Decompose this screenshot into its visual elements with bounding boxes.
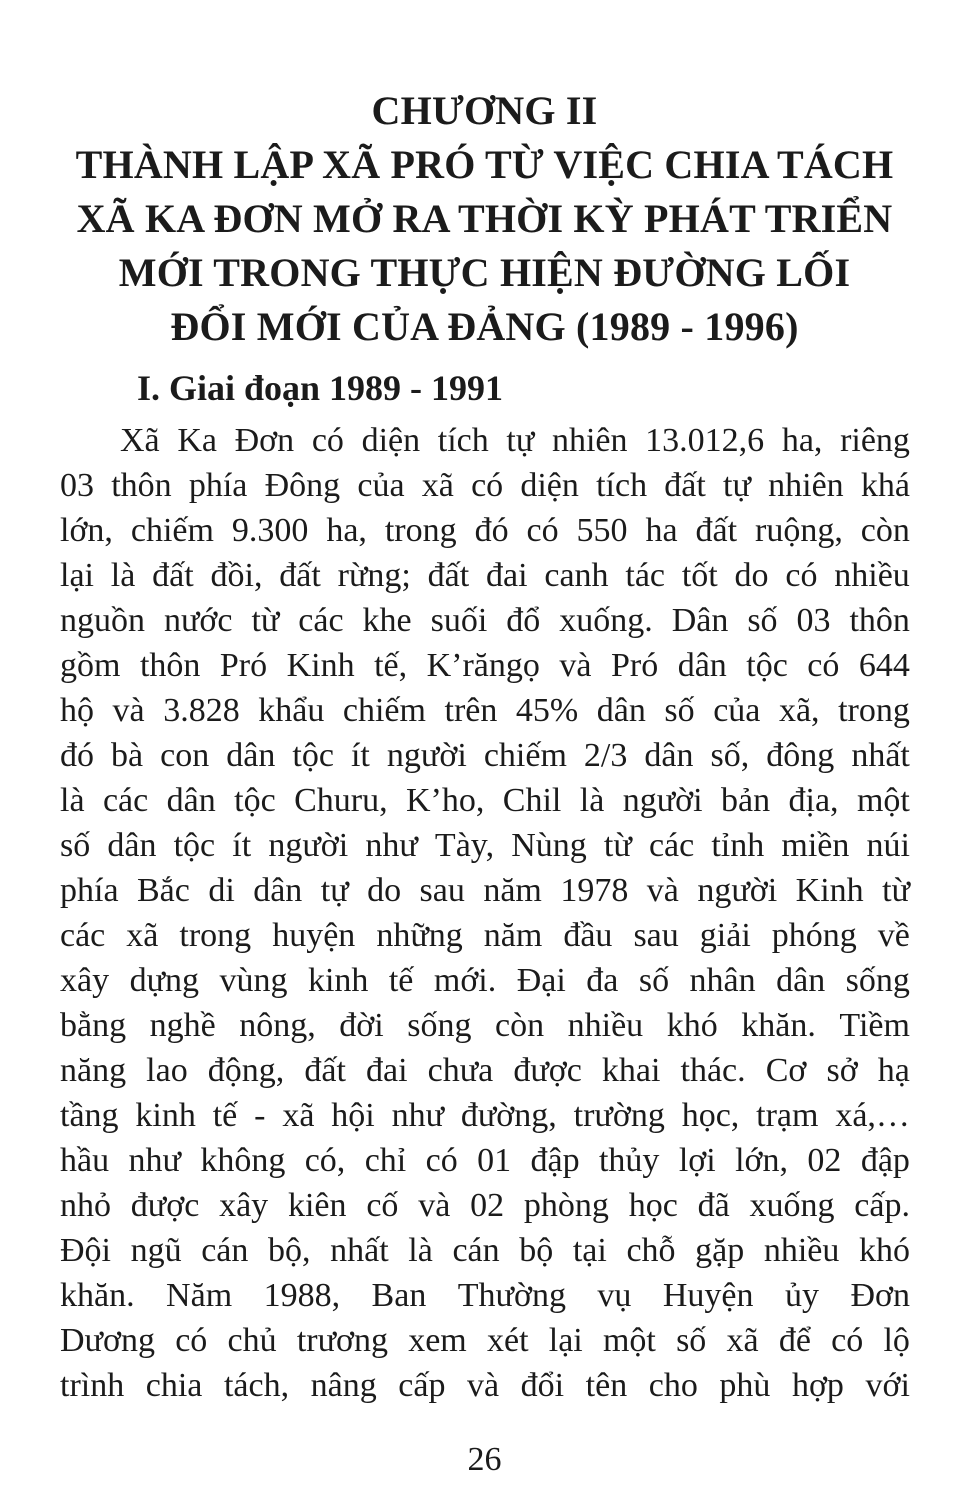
- body-word: tích: [437, 422, 489, 459]
- body-word: trương: [296, 1322, 388, 1359]
- body-word: Đơn: [850, 1277, 910, 1314]
- body-word: thôn: [849, 602, 910, 639]
- body-word: khăn.: [60, 1277, 135, 1314]
- body-word: K’răngọ: [426, 647, 540, 684]
- body-word: tộc: [746, 647, 788, 684]
- body-word: chiếm: [483, 737, 567, 774]
- body-word: 01: [477, 1142, 512, 1179]
- body-word: và: [559, 647, 592, 684]
- body-word: từ: [882, 872, 910, 909]
- body-word: gồm: [60, 647, 121, 684]
- body-word: nhiên: [768, 467, 844, 504]
- body-line: [60, 823, 910, 868]
- body-word: Xã: [120, 422, 160, 459]
- body-line: [60, 1093, 910, 1138]
- body-word: những: [376, 917, 463, 954]
- body-line: [60, 598, 910, 643]
- body-word: 644: [858, 647, 910, 684]
- body-word: người: [622, 782, 703, 819]
- body-word: đất: [664, 467, 706, 504]
- body-word: Huyện: [662, 1277, 754, 1314]
- body-word: bộ,: [268, 1232, 311, 1269]
- chapter-title-line: MỚI TRONG THỰC HIỆN ĐƯỜNG LỐI: [118, 250, 851, 295]
- body-word: rừng;: [337, 557, 411, 594]
- body-word: mới.: [433, 962, 497, 999]
- body-word: 45%: [515, 692, 579, 729]
- body-word: Năm: [166, 1277, 233, 1314]
- body-word: nghề: [149, 1007, 216, 1044]
- body-word: tự: [320, 872, 349, 909]
- body-word: số: [60, 827, 91, 864]
- body-word: khẩu: [258, 692, 325, 729]
- body-word: nhỏ: [60, 1187, 111, 1224]
- body-word: có: [807, 647, 840, 684]
- body-word: cố: [366, 1187, 399, 1224]
- body-word: địa,: [788, 782, 839, 819]
- body-word: xã: [726, 1322, 759, 1359]
- body-word: nhiên: [551, 422, 628, 459]
- body-line: [60, 1318, 910, 1363]
- body-word: chỉ: [364, 1142, 407, 1179]
- body-word: nhiều: [834, 557, 910, 594]
- body-word: 3.828: [163, 692, 240, 729]
- body-word: là: [110, 557, 136, 594]
- body-word: vụ: [597, 1277, 632, 1314]
- body-word: trong: [838, 692, 910, 729]
- body-word: và: [646, 872, 679, 909]
- body-word: tác: [625, 557, 666, 594]
- body-word: số: [747, 602, 778, 639]
- body-line: [60, 1183, 910, 1228]
- body-word: xây: [60, 962, 110, 999]
- body-word: chưa: [427, 1052, 494, 1089]
- body-word: nhiều: [763, 1232, 840, 1269]
- body-word: huyện: [272, 917, 356, 954]
- body-word: người: [697, 872, 778, 909]
- body-word: đập: [530, 1142, 580, 1179]
- body-word: sau: [633, 917, 679, 954]
- body-word: dân: [776, 962, 826, 999]
- body-word: lộ: [883, 1322, 910, 1359]
- body-word: đã: [697, 1187, 730, 1224]
- body-word: 9.300: [231, 512, 309, 549]
- body-word: cấp: [398, 1367, 446, 1404]
- body-word: ủy: [784, 1277, 819, 1314]
- body-word: trạm: [756, 1097, 819, 1134]
- body-word: canh: [544, 557, 609, 594]
- body-word: dân: [644, 737, 694, 774]
- body-word: gặp: [695, 1232, 745, 1269]
- body-word: có,: [304, 1142, 346, 1179]
- body-word: như: [128, 1142, 181, 1179]
- body-word: diện: [361, 422, 421, 459]
- body-word: xã,: [778, 692, 820, 729]
- body-word: ha,: [326, 512, 367, 549]
- body-word: số: [676, 1322, 707, 1359]
- body-word: từ: [251, 602, 280, 639]
- body-word: người: [386, 737, 467, 774]
- body-word: khai: [601, 1052, 661, 1089]
- body-word: suối: [430, 602, 488, 639]
- body-word: tại: [572, 1232, 607, 1269]
- body-word: dựng: [129, 962, 199, 999]
- body-word: ha,: [781, 422, 823, 459]
- body-word: trong: [384, 512, 457, 549]
- body-word: chiếm: [342, 692, 426, 729]
- body-word: xã: [421, 467, 454, 504]
- body-word: thác.: [680, 1052, 746, 1089]
- body-word: tỉnh: [711, 827, 765, 864]
- body-paragraph: [60, 418, 910, 1408]
- body-word: đời: [339, 1007, 384, 1044]
- body-word: tốt: [681, 557, 718, 594]
- body-word: do: [734, 557, 769, 594]
- body-word: đó: [60, 737, 94, 774]
- body-word: 03: [60, 467, 94, 504]
- body-word: tộc: [173, 827, 216, 864]
- chapter-title-line: XÃ KA ĐƠN MỞ RA THỜI KỲ PHÁT TRIỂN: [76, 196, 893, 241]
- body-word: nông,: [239, 1007, 316, 1044]
- body-word: học: [628, 1187, 678, 1224]
- body-word: cán: [452, 1232, 500, 1269]
- body-word: bà: [111, 737, 144, 774]
- body-line: [60, 553, 910, 598]
- body-word: tộc: [234, 782, 276, 819]
- body-word: xây: [219, 1187, 269, 1224]
- body-word: hầu: [60, 1142, 110, 1179]
- body-word: Thường: [457, 1277, 566, 1314]
- body-word: nhất: [330, 1232, 389, 1269]
- body-word: đa: [586, 962, 619, 999]
- body-word: kiên: [287, 1187, 347, 1224]
- body-word: Tiềm: [839, 1007, 910, 1044]
- body-word: một: [602, 1322, 656, 1359]
- body-word: nâng: [310, 1367, 377, 1404]
- body-word: được: [130, 1187, 200, 1224]
- body-word: con: [160, 737, 210, 774]
- body-line: [60, 1228, 910, 1273]
- body-word: tích: [596, 467, 648, 504]
- body-word: khó: [666, 1007, 718, 1044]
- body-word: 1978: [560, 872, 629, 909]
- body-line: [60, 1273, 910, 1318]
- body-word: còn: [860, 512, 910, 549]
- body-line: [60, 868, 910, 913]
- body-word: sống: [845, 962, 910, 999]
- body-word: cán: [201, 1232, 249, 1269]
- body-word: người: [268, 827, 349, 864]
- body-word: số: [664, 692, 695, 729]
- body-word: được: [513, 1052, 582, 1089]
- body-line: [60, 778, 910, 823]
- body-word: phóng: [771, 917, 857, 954]
- body-word: tộc: [292, 737, 334, 774]
- body-word: đó: [474, 512, 509, 549]
- body-word: Nùng: [511, 827, 587, 864]
- body-word: hội: [331, 1097, 375, 1134]
- body-word: chỗ: [626, 1232, 676, 1269]
- body-word: là: [408, 1232, 433, 1269]
- body-word: và: [467, 1367, 500, 1404]
- body-word: vùng: [219, 962, 288, 999]
- body-word: tên: [585, 1367, 628, 1404]
- body-word: nước: [163, 602, 233, 639]
- body-word: tế: [212, 1097, 238, 1134]
- body-line: [60, 463, 910, 508]
- body-line: [60, 418, 910, 463]
- body-word: xuống.: [559, 602, 653, 639]
- body-word: năm: [483, 917, 543, 954]
- body-word: thôn: [139, 647, 201, 684]
- body-word: lao: [146, 1052, 188, 1089]
- body-word: thôn: [111, 467, 172, 504]
- chapter-number: CHƯƠNG II: [371, 88, 598, 133]
- chapter-title-line: THÀNH LẬP XÃ PRÓ TỪ VIỆC CHIA TÁCH: [75, 142, 894, 187]
- body-word: thủy: [598, 1142, 660, 1179]
- body-word: có: [175, 1322, 208, 1359]
- body-word: đất: [304, 1052, 346, 1089]
- body-word: Ban: [371, 1277, 427, 1314]
- body-word: nhân: [689, 962, 756, 999]
- body-word: đồi,: [210, 557, 263, 594]
- body-word: lớn,: [60, 512, 113, 549]
- body-line: [60, 1138, 910, 1183]
- body-word: đai: [366, 1052, 408, 1089]
- body-word: với: [865, 1367, 910, 1404]
- body-line: [60, 913, 910, 958]
- body-word: kinh: [135, 1097, 196, 1134]
- body-word: có: [831, 1322, 864, 1359]
- body-word: xá,…: [835, 1097, 910, 1134]
- body-word: nhất: [851, 737, 910, 774]
- body-word: số,: [710, 737, 750, 774]
- body-word: năm: [483, 872, 542, 909]
- body-word: như: [365, 827, 418, 864]
- body-word: chiếm: [130, 512, 214, 549]
- body-word: là: [579, 782, 605, 819]
- body-word: số: [638, 962, 670, 999]
- body-word: xã: [126, 917, 159, 954]
- body-word: và: [112, 692, 145, 729]
- body-word: Pró: [610, 647, 659, 684]
- body-word: 02: [470, 1187, 505, 1224]
- body-word: các: [102, 782, 149, 819]
- body-word: đất: [695, 512, 738, 549]
- body-word: hộ: [60, 692, 94, 729]
- body-word: dân: [677, 647, 727, 684]
- body-line: [60, 1048, 910, 1093]
- page-number: 26: [467, 1441, 502, 1478]
- body-line: [60, 733, 910, 778]
- body-line: [60, 643, 910, 688]
- body-word: tách,: [223, 1367, 290, 1404]
- body-word: Bắc: [137, 872, 190, 909]
- body-word: trình: [60, 1367, 125, 1404]
- body-line: [60, 958, 910, 1003]
- body-word: lợi: [678, 1142, 716, 1179]
- body-word: đường,: [460, 1097, 557, 1134]
- body-word: dân: [107, 827, 157, 864]
- body-word: Tày,: [434, 827, 495, 864]
- body-word: hạ: [877, 1052, 910, 1089]
- body-word: trong: [179, 917, 252, 954]
- body-word: một: [856, 782, 910, 819]
- body-word: dân: [253, 872, 303, 909]
- body-word: Dân: [671, 602, 729, 639]
- body-word: chia: [145, 1367, 203, 1404]
- body-line: [60, 1003, 910, 1048]
- body-word: 13.012,6: [645, 422, 765, 459]
- body-word: Kinh: [286, 647, 355, 684]
- body-word: Pró: [219, 647, 268, 684]
- body-word: đông: [766, 737, 835, 774]
- body-word: về: [877, 917, 910, 954]
- body-word: và: [418, 1187, 451, 1224]
- body-word: xuống: [749, 1187, 835, 1224]
- body-word: của: [357, 467, 405, 504]
- body-word: bộ: [519, 1232, 554, 1269]
- body-word: có: [425, 1142, 458, 1179]
- body-word: phòng: [523, 1187, 609, 1224]
- body-word: các: [298, 602, 344, 639]
- body-word: để: [778, 1322, 811, 1359]
- body-word: 2/3: [583, 737, 628, 774]
- body-word: -: [254, 1097, 266, 1134]
- body-line: [60, 508, 910, 553]
- body-word: của: [713, 692, 761, 729]
- body-word: đất: [427, 557, 470, 594]
- body-word: dân: [166, 782, 216, 819]
- body-word: kinh: [307, 962, 369, 999]
- body-word: ít: [350, 737, 370, 774]
- body-word: đầu: [563, 917, 613, 954]
- body-word: dân: [596, 692, 646, 729]
- body-word: lớn,: [735, 1142, 789, 1179]
- body-word: phù: [719, 1367, 771, 1404]
- body-word: các: [648, 827, 695, 864]
- body-word: không: [200, 1142, 286, 1179]
- body-word: năng: [60, 1052, 127, 1089]
- body-word: đai: [486, 557, 528, 594]
- body-word: các: [60, 917, 106, 954]
- body-word: ruộng,: [755, 512, 843, 549]
- body-word: 1988,: [263, 1277, 341, 1314]
- body-word: khe: [362, 602, 412, 639]
- body-word: trên: [444, 692, 498, 729]
- body-word: có: [471, 467, 504, 504]
- body-word: tầng: [60, 1097, 119, 1134]
- body-word: đổ: [506, 602, 541, 639]
- body-word: khá: [860, 467, 910, 504]
- body-word: ngũ: [130, 1232, 182, 1269]
- body-word: lại: [548, 1322, 583, 1359]
- body-word: phía: [188, 467, 248, 504]
- body-word: riêng: [840, 422, 910, 459]
- body-word: ha: [645, 512, 678, 549]
- section-heading: I. Giai đoạn 1989 - 1991: [137, 368, 504, 408]
- body-word: đất: [152, 557, 194, 594]
- body-word: núi: [866, 827, 910, 864]
- body-word: K’ho,: [406, 782, 485, 819]
- body-word: trường: [573, 1097, 665, 1134]
- body-word: ít: [232, 827, 252, 864]
- body-word: giải: [699, 917, 751, 954]
- body-word: bằng: [60, 1007, 127, 1044]
- body-word: tự: [506, 422, 535, 459]
- body-word: tế,: [374, 647, 408, 684]
- body-word: Chil: [502, 782, 562, 819]
- body-word: Đơn: [234, 422, 295, 459]
- body-word: di: [208, 872, 235, 909]
- body-word: Đội: [60, 1232, 111, 1269]
- body-word: học,: [681, 1097, 740, 1134]
- chapter-heading: [60, 84, 909, 354]
- body-word: như: [391, 1097, 445, 1134]
- body-word: cấp.: [854, 1187, 910, 1224]
- body-word: Đông: [264, 467, 341, 504]
- body-word: 550: [576, 512, 628, 549]
- body-word: Dương: [60, 1322, 155, 1359]
- body-word: xã: [282, 1097, 315, 1134]
- body-word: khăn.: [741, 1007, 816, 1044]
- chapter-title-line: ĐỔI MỚI CỦA ĐẢNG (1989 - 1996): [170, 304, 799, 349]
- body-word: cho: [648, 1367, 698, 1404]
- body-word: Ka: [177, 422, 217, 459]
- body-word: Đại: [516, 962, 566, 999]
- body-word: có: [785, 557, 818, 594]
- body-word: đổi: [520, 1367, 565, 1404]
- body-word: bản: [721, 782, 771, 819]
- body-word: có: [526, 512, 559, 549]
- body-word: 02: [807, 1142, 842, 1179]
- body-word: tế: [388, 962, 414, 999]
- body-word: dân: [226, 737, 276, 774]
- body-word: hợp: [791, 1367, 844, 1404]
- body-word: chủ: [227, 1322, 277, 1359]
- body-word: có: [311, 422, 344, 459]
- body-word: phía: [60, 872, 119, 909]
- body-word: sống: [407, 1007, 472, 1044]
- body-word: lại: [60, 557, 94, 594]
- body-word: đập: [860, 1142, 910, 1179]
- body-word: Cơ: [765, 1052, 807, 1089]
- body-word: xem: [408, 1322, 467, 1359]
- body-word: nguồn: [60, 602, 145, 639]
- body-line: [60, 1363, 910, 1408]
- body-line: [60, 688, 910, 733]
- body-word: Kinh: [795, 872, 864, 909]
- body-word: đất: [279, 557, 321, 594]
- body-word: nhiều: [567, 1007, 644, 1044]
- body-word: khó: [859, 1232, 910, 1269]
- body-word: diện: [520, 467, 579, 504]
- body-word: xét: [486, 1322, 529, 1359]
- body-word: là: [60, 782, 85, 819]
- body-word: tự: [723, 467, 751, 504]
- body-word: còn: [495, 1007, 545, 1044]
- body-word: do: [367, 872, 402, 909]
- body-word: từ: [603, 827, 632, 864]
- body-word: Churu,: [294, 782, 388, 819]
- body-word: sở: [826, 1052, 858, 1089]
- body-word: miền: [781, 827, 850, 864]
- body-word: sau: [419, 872, 465, 909]
- body-word: động,: [207, 1052, 285, 1089]
- body-word: 03: [796, 602, 831, 639]
